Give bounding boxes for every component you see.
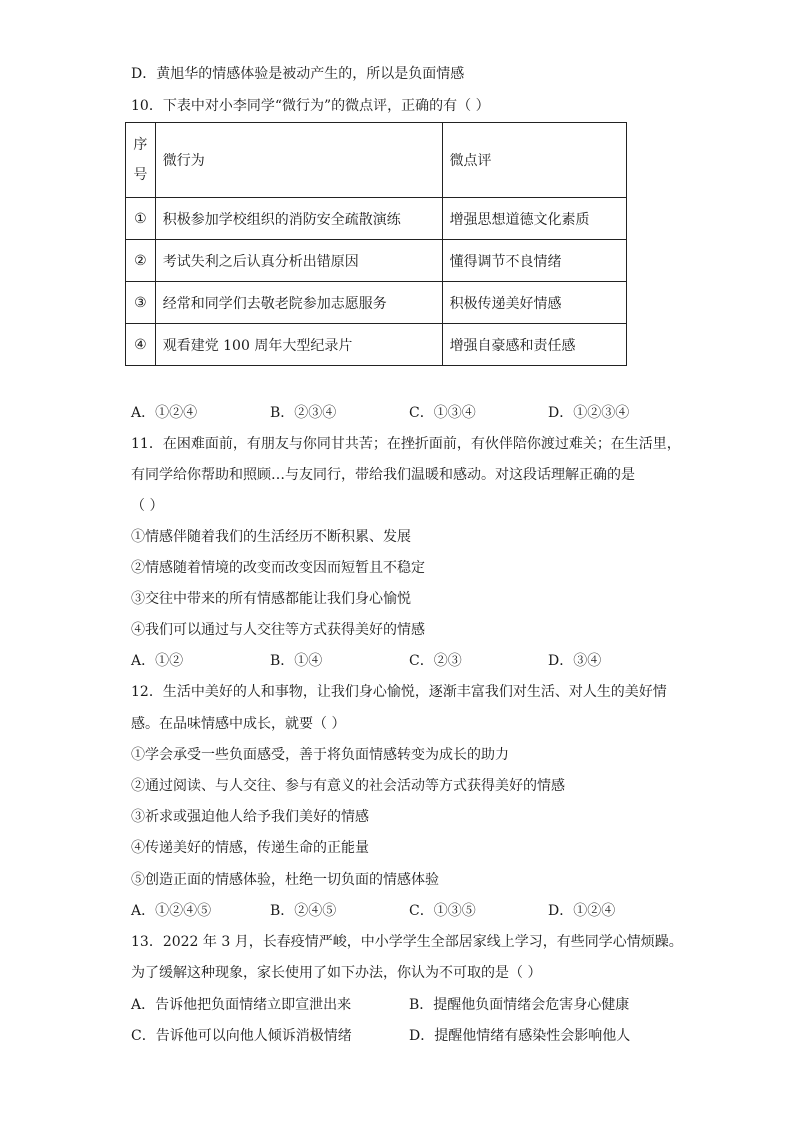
q11-statement-1: ①情感伴随着我们的生活经历不断积累、发展 (131, 529, 411, 545)
q10-table (125, 122, 627, 366)
q12-option-c[interactable]: C．①③⑤ (409, 903, 476, 919)
row-comment: 懂得调节不良情绪 (442, 240, 626, 282)
q12-statement-4: ④传递美好的情感，传递生命的正能量 (131, 840, 369, 856)
q12-stem-line1: 12．生活中美好的人和事物，让我们身心愉悦，逐渐丰富我们对生活、对人生的美好情 (131, 684, 667, 700)
q12-statement-3: ③祈求或强迫他人给予我们美好的情感 (131, 809, 369, 825)
header-comment: 微点评 (442, 123, 626, 198)
table-row (126, 282, 627, 324)
row-comment: 增强思想道德文化素质 (442, 198, 626, 240)
q11-options (131, 651, 671, 671)
q10-option-d[interactable]: D．①②③④ (548, 405, 630, 421)
q11-stem-line3: （ ） (131, 498, 164, 514)
q13-options-row2 (131, 1026, 671, 1046)
row-behavior: 经常和同学们去敬老院参加志愿服务 (155, 282, 442, 324)
q11-stem-line2: 有同学给你帮助和照顾…与友同行，带给我们温暖和感动。对这段话理解正确的是 (131, 467, 635, 483)
table-header-row (126, 123, 627, 198)
table-row (126, 324, 627, 366)
q13-option-a[interactable]: A．告诉他把负面情绪立即宣泄出来 (131, 997, 352, 1013)
q11-option-a[interactable]: A．①② (131, 653, 184, 669)
q11-statement-4: ④我们可以通过与人交往等方式获得美好的情感 (131, 622, 425, 638)
row-number: ④ (126, 324, 156, 366)
q12-statement-5: ⑤创造正面的情感体验，杜绝一切负面的情感体验 (131, 872, 439, 888)
q11-statement-3: ③交往中带来的所有情感都能让我们身心愉悦 (131, 591, 411, 607)
prev-option-d: D．黄旭华的情感体验是被动产生的，所以是负面情感 (131, 66, 465, 82)
q10-stem: 10．下表中对小李同学“微行为”的微点评，正确的有（ ） (131, 98, 490, 114)
q10-option-b[interactable]: B．②③④ (270, 405, 337, 421)
row-comment: 积极传递美好情感 (442, 282, 626, 324)
q13-option-d[interactable]: D．提醒他情绪有感染性会影响他人 (409, 1028, 631, 1044)
row-behavior: 积极参加学校组织的消防安全疏散演练 (155, 198, 442, 240)
q12-option-b[interactable]: B．②④⑤ (270, 903, 337, 919)
q13-stem-line2: 为了缓解这种现象，家长使用了如下办法，你认为不可取的是（ ） (131, 965, 542, 981)
q12-option-d[interactable]: D．①②④ (548, 903, 616, 919)
table-row (126, 198, 627, 240)
q11-option-c[interactable]: C．②③ (409, 653, 462, 669)
row-number: ③ (126, 282, 156, 324)
q11-option-b[interactable]: B．①④ (270, 653, 323, 669)
row-number: ② (126, 240, 156, 282)
header-behavior: 微行为 (155, 123, 442, 198)
row-comment: 增强自豪感和责任感 (442, 324, 626, 366)
q12-options (131, 901, 671, 921)
q11-option-d[interactable]: D．③④ (548, 653, 602, 669)
q13-options-row1 (131, 995, 671, 1015)
q10-option-c[interactable]: C．①③④ (409, 405, 476, 421)
q12-stem-line2: 感。在品味情感中成长，就要（ ） (131, 716, 346, 732)
q11-statement-2: ②情感随着情境的改变而改变因而短暂且不稳定 (131, 560, 425, 576)
q12-statement-2: ②通过阅读、与人交往、参与有意义的社会活动等方式获得美好的情感 (131, 778, 565, 794)
q10-option-a[interactable]: A．①②④ (131, 405, 198, 421)
row-behavior: 观看建党 100 周年大型纪录片 (155, 324, 442, 366)
q12-statement-1: ①学会承受一些负面感受，善于将负面情感转变为成长的助力 (131, 747, 509, 763)
q12-option-a[interactable]: A．①②④⑤ (131, 903, 212, 919)
q13-option-b[interactable]: B．提醒他负面情绪会危害身心健康 (409, 997, 630, 1013)
table-row (126, 240, 627, 282)
q10-options (131, 403, 671, 423)
row-number: ① (126, 198, 156, 240)
header-xuhao: 序号 (126, 123, 156, 198)
q13-option-c[interactable]: C．告诉他可以向他人倾诉消极情绪 (131, 1028, 352, 1044)
q11-stem-line1: 11．在困难面前，有朋友与你同甘共苦；在挫折面前，有伙伴陪你渡过难关；在生活里， (131, 436, 681, 452)
row-behavior: 考试失利之后认真分析出错原因 (155, 240, 442, 282)
q13-stem-line1: 13．2022 年 3 月，长春疫情严峻，中小学学生全部居家线上学习，有些同学心情烦躁。 (131, 934, 683, 950)
